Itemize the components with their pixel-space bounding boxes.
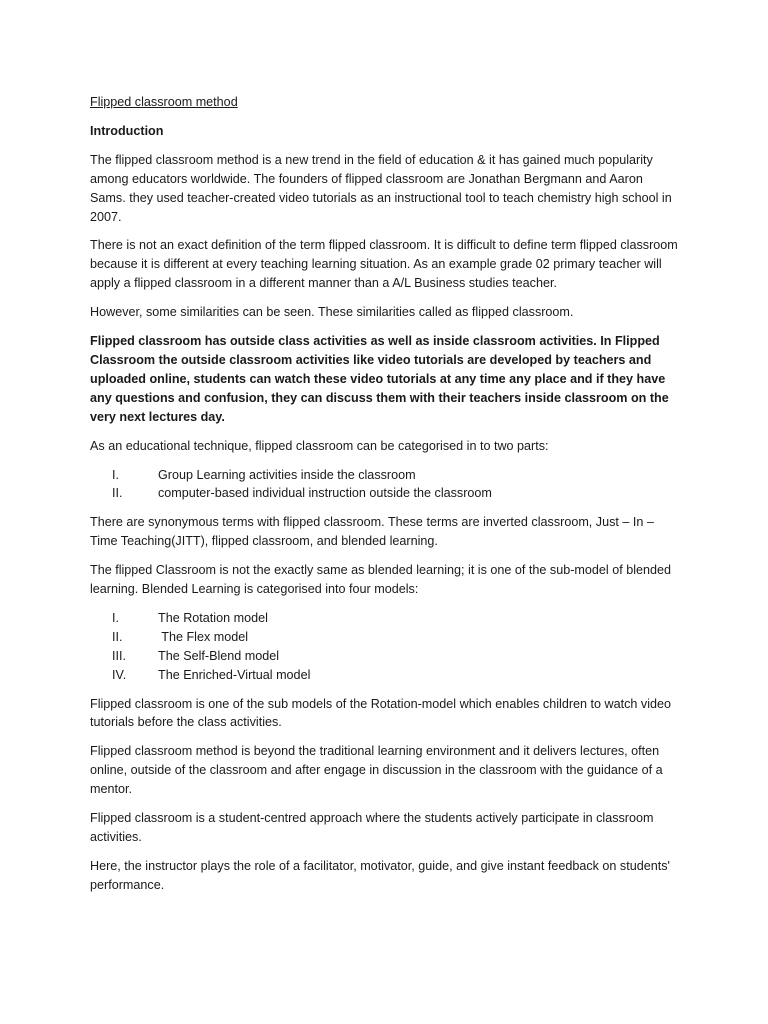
list-item-text: The Self-Blend model: [158, 648, 280, 663]
list-item-number: II.: [112, 629, 123, 644]
section-heading: Introduction: [90, 123, 164, 138]
paragraph-intro: The flipped classroom method is a new trend in the field of education & it has gained much popularity among educators worldwide. The founders of flipped classroom are Jonathan Bergmann and Aaron Sams. they used teacher-created video tutorials as an instructional tool to teach chemistry high school in 2007.: [90, 152, 672, 224]
list-item-number: I.: [112, 610, 119, 625]
list-item: [90, 628, 682, 647]
paragraph-bold-activities: Flipped classroom has outside class activities as well as inside classroom activities. In Flipped Classroom the outside classroom activities like video tutorials are developed by teachers and uploaded online, students can watch these video tutorials at any time any place and if they have any questions and confusion, they can discuss them with their teachers inside classroom on the very next lectures day.: [90, 334, 669, 424]
list-two-parts: [90, 466, 682, 504]
list-item-number: II.: [112, 486, 123, 501]
paragraph-blended: The flipped Classroom is not the exactly same as blended learning; it is one of the sub-model of blended learning. Blended Learning is categorised into four models:: [90, 563, 672, 597]
paragraph-definition: There is not an exact definition of the term flipped classroom. It is difficult to define term flipped classroom because it is different at every teaching learning situation. As an example grade 02 primary teacher will apply a flipped classroom in a different manner than a A/L Business studies teacher.: [90, 238, 678, 291]
paragraph-synonyms: There are synonymous terms with flipped classroom. These terms are inverted classroom, Just – In – Time Teaching(JITT), flipped classroom, and blended learning.: [90, 515, 654, 549]
list-item-text: The Flex model: [158, 629, 249, 644]
list-item-text: computer-based individual instruction outside the classroom: [158, 486, 492, 501]
list-item-text: The Rotation model: [158, 610, 268, 625]
list-item: [90, 466, 682, 485]
list-four-models: [90, 609, 682, 685]
list-item-number: I.: [112, 467, 119, 482]
paragraph-student-centred: Flipped classroom is a student-centred approach where the students actively participate in classroom activities.: [90, 811, 654, 844]
list-item: [90, 609, 682, 628]
paragraph-beyond: Flipped classroom method is beyond the traditional learning environment and it delivers lectures, often online, outside of the classroom and after engage in discussion in the classroom with the guidance of a mentor.: [90, 744, 663, 797]
list-item: [90, 484, 682, 503]
paragraph-rotation: Flipped classroom is one of the sub models of the Rotation-model which enables children to watch video tutorials before the class activities.: [90, 696, 672, 730]
list-item-text: The Enriched-Virtual model: [158, 667, 311, 682]
document-body: [90, 93, 682, 905]
list-item-number: IV.: [112, 667, 127, 682]
list-item-text: Group Learning activities inside the classroom: [158, 467, 416, 482]
list-item: [90, 666, 682, 685]
list-item-number: III.: [112, 648, 126, 663]
paragraph-instructor: Here, the instructor plays the role of a facilitator, motivator, guide, and give instant feedback on students' performance.: [90, 858, 670, 892]
document-title: Flipped classroom method: [90, 95, 238, 109]
paragraph-similarities: However, some similarities can be seen. These similarities called as flipped classroom.: [90, 305, 574, 320]
paragraph-categorised: As an educational technique, flipped classroom can be categorised in to two parts:: [90, 438, 549, 453]
list-item: [90, 647, 682, 666]
